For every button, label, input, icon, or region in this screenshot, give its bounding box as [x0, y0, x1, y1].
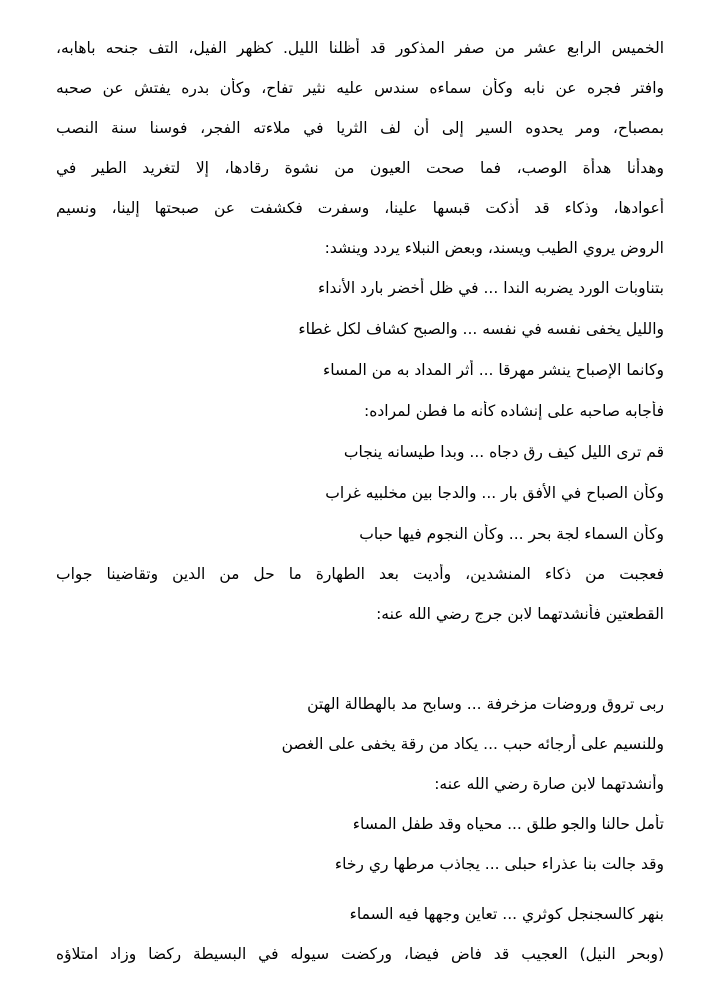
text-line-1: الخميس الرابع عشر من صفر المذكور قد أظلنا الليل. كظهر الفيل، التف جنحه باهابه، [56, 39, 664, 57]
verse-line-11: بنهر كالسجنجل كوثري ... تعاين وجهها فيه السماء [349, 905, 664, 923]
verse-line-7: ربى تروق وروضات مزخرفة ... وسابح مد بالهطالة الهتن [307, 695, 664, 713]
text-line-9: القطعتين فأنشدتهما لابن جرج رضي الله عنه: [376, 605, 664, 623]
text-line-11: (وبحر النيل) العجيب قد فاض فيضا، وركضت سيوله في البسيطة ركضا وزاد امتلاؤه [56, 945, 664, 963]
text-line-5: أعوادها، وذكاء قد أذكت قبسها علينا، وسفرت فكشفت عن صبحتها إلينا، ونسيم [56, 199, 664, 217]
text-line-10: وأنشدتهما لابن صارة رضي الله عنه: [434, 775, 664, 793]
verse-line-3: وكانما الإصباح ينشر مهرقا ... أثر المداد به من المساء [323, 361, 664, 379]
text-line-4: وهدأنا هدأة الوصب، فما صحت العيون من نشوة رقادها، إلا لتغريد الطير في [56, 159, 664, 177]
verse-line-10: وقد جالت بنا عذراء حبلى ... يجاذب مرطها ري رخاء [334, 855, 664, 873]
verse-line-5: وكأن الصباح في الأفق بار ... والدجا بين مخلبيه غراب [325, 484, 664, 502]
verse-line-4: قم ترى الليل كيف رق دجاه ... وبدا طيسانه ينجاب [343, 443, 664, 461]
verse-line-8: وللنسيم على أرجائه حبب ... يكاد من رقة يخفى على الغصن [281, 735, 664, 753]
verse-line-6: وكأن السماء لجة بحر ... وكأن النجوم فيها حباب [359, 525, 664, 543]
text-line-6: الروض يروي الطيب ويسند، وبعض النبلاء يردد وينشد: [324, 239, 664, 257]
verse-line-9: تأمل حالنا والجو طلق ... محياه وقد طفل المساء [352, 815, 664, 833]
verse-line-1: بتناوبات الورد يضربه الندا ... في ظل أخضر بارد الأنداء [317, 279, 664, 297]
text-line-8: فعجبت من ذكاء المنشدين، وأديت بعد الطهارة ما حل من الدين وتقاضينا جواب [56, 565, 664, 583]
text-line-2: وافتر فجره عن نابه وكأن سماءه سندس عليه نثير تفاح، وكأن بدره يفتش عن صحبه [56, 79, 664, 97]
verse-line-2: والليل يخفى نفسه في نفسه ... والصبح كشاف لكل غطاء [298, 320, 664, 338]
text-line-3: بمصباح، ومر يحدوه السير إلى أن لف الثريا في ملاءته الفجر، فوسنا سنة النصب [56, 119, 664, 137]
text-line-7: فأجابه صاحبه على إنشاده كأنه ما فطن لمراده: [364, 402, 664, 420]
